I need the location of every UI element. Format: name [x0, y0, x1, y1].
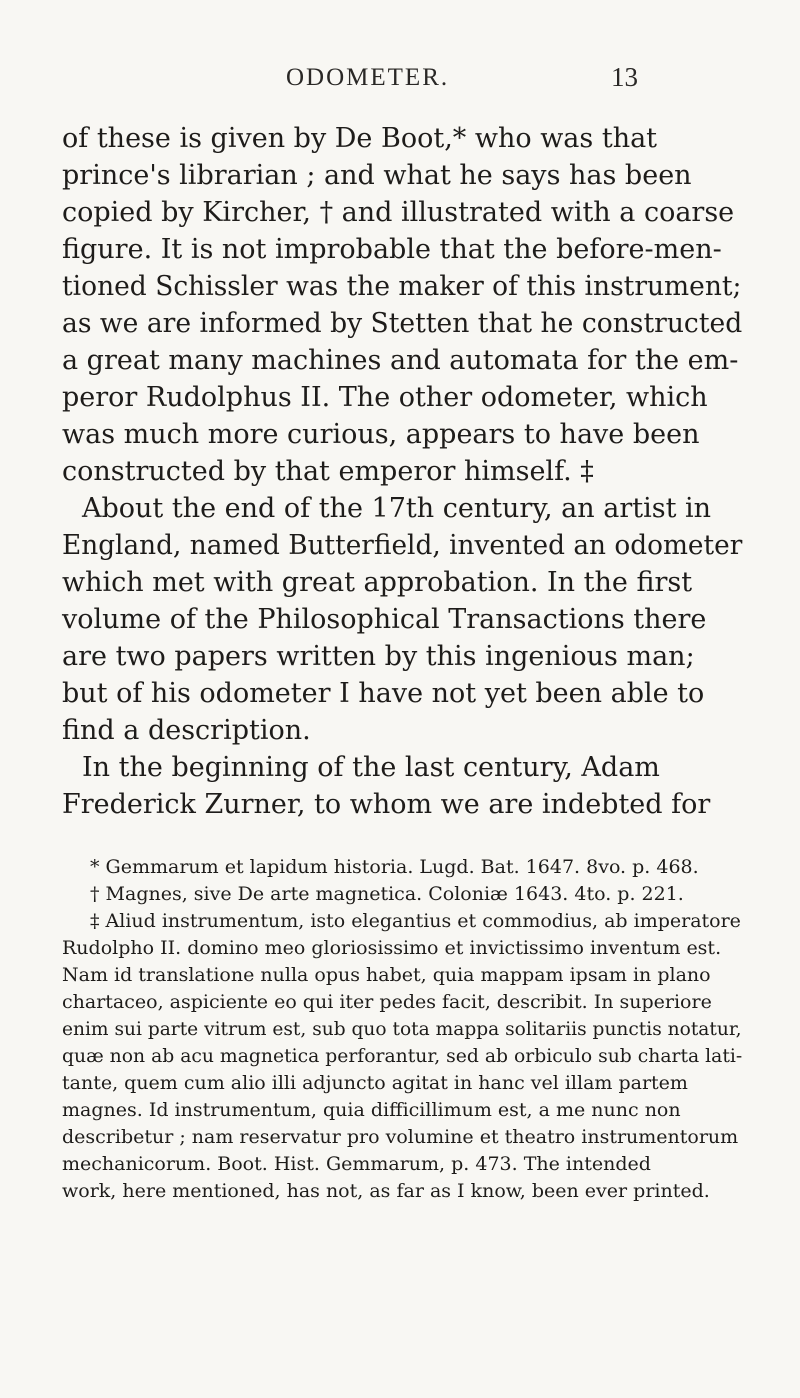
footnote-line: magnes. Id instrumentum, quia difficillimum est, a me nunc non	[62, 1099, 681, 1121]
footnote-line: mechanicorum. Boot. Hist. Gemmarum, p. 473. The intended	[62, 1153, 651, 1175]
body-line: a great many machines and automata for the em-	[62, 345, 739, 376]
body-line: find a description.	[62, 715, 311, 746]
body-line: of these is given by De Boot,* who was that	[62, 123, 658, 154]
body-line: but of his odometer I have not yet been able to	[62, 678, 705, 709]
body-line: as we are informed by Stetten that he constructed	[62, 308, 743, 339]
footnote-line: describetur ; nam reservatur pro volumine et theatro instrumentorum	[62, 1126, 739, 1148]
body-line: In the beginning of the last century, Adam	[82, 752, 660, 783]
body-line: figure. It is not improbable that the before-men-	[62, 234, 722, 265]
footnote-line: tante, quem cum alio illi adjuncto agitat in hanc vel illam partem	[62, 1072, 688, 1094]
footnote-line: ‡ Aliud instrumentum, isto elegantius et commodius, ab imperatore	[90, 910, 741, 932]
footnote-line: enim sui parte vitrum est, sub quo tota mappa solitariis punctis notatur,	[62, 1018, 742, 1040]
footnote-line: work, here mentioned, has not, as far as I know, been ever printed.	[62, 1180, 710, 1202]
running-title: ODOMETER.	[286, 64, 450, 91]
footnote-line: chartaceo, aspiciente eo qui iter pedes facit, describit. In superiore	[62, 991, 712, 1013]
body-line: copied by Kircher, † and illustrated with a coarse	[62, 197, 735, 228]
body-line: prince's librarian ; and what he says has been	[62, 160, 692, 191]
footnote-line: quæ non ab acu magnetica perforantur, sed ab orbiculo sub charta lati-	[62, 1045, 743, 1067]
body-line: England, named Butterfield, invented an odometer	[62, 530, 743, 561]
body-line: are two papers written by this ingenious man;	[62, 641, 695, 672]
footnote-line: † Magnes, sive De arte magnetica. Coloniæ 1643. 4to. p. 221.	[90, 883, 684, 905]
footnote-line: * Gemmarum et lapidum historia. Lugd. Bat. 1647. 8vo. p. 468.	[90, 856, 699, 878]
body-line: was much more curious, appears to have been	[62, 419, 700, 450]
body-line: About the end of the 17th century, an artist in	[82, 493, 712, 524]
body-line: peror Rudolphus II. The other odometer, which	[62, 382, 708, 413]
body-line: which met with great approbation. In the first	[62, 567, 693, 598]
body-line: volume of the Philosophical Transactions there	[62, 604, 707, 635]
footnote-line: Nam id translatione nulla opus habet, quia mappam ipsam in plano	[62, 964, 711, 986]
body-line: Frederick Zurner, to whom we are indebted for	[62, 789, 711, 820]
footnote-line: Rudolpho II. domino meo gloriosissimo et invictissimo inventum est.	[62, 937, 722, 959]
body-line: tioned Schissler was the maker of this instrument;	[62, 271, 742, 302]
page-number: 13	[611, 62, 638, 92]
body-line: constructed by that emperor himself. ‡	[62, 456, 594, 487]
